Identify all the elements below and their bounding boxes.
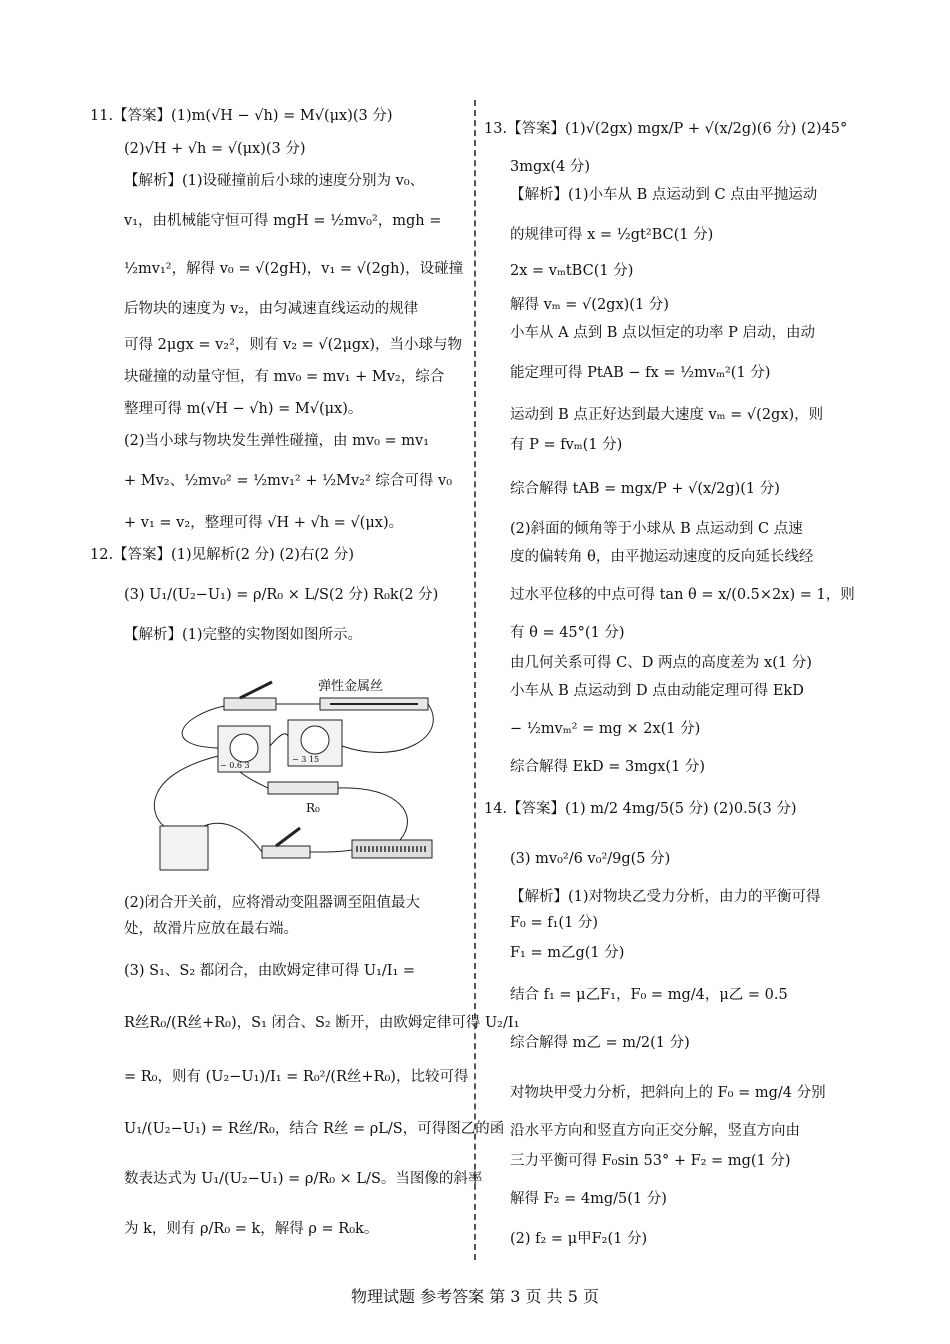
q14-line: 综合解得 m乙 = m/2(1 分) xyxy=(510,1035,690,1051)
q11-line: v₁，由机械能守恒可得 mgH = ½mv₀²，mgh = xyxy=(124,213,442,229)
q13-line: 能定理可得 PtAB − fx = ½mvₘ²(1 分) xyxy=(510,365,771,381)
q13-line: 有 θ = 45°(1 分) xyxy=(510,625,625,641)
q14-line: 对物块甲受力分析，把斜向上的 F₀ = mg/4 分别 xyxy=(510,1085,826,1101)
q13-line: 小车从 B 点运动到 D 点由动能定理可得 EkD xyxy=(510,683,804,699)
wire-label: 弹性金属丝 xyxy=(318,679,384,694)
q13-line: 3mgx(4 分) xyxy=(510,159,591,175)
q11-line: 【解析】(1)设碰撞前后小球的速度分别为 v₀、 xyxy=(124,173,425,189)
q12-line: 数表达式为 U₁/(U₂−U₁) = ρ/R₀ × L/S。当图像的斜率 xyxy=(124,1171,483,1187)
q12-line: U₁/(U₂−U₁) = R丝/R₀，结合 R丝 = ρL/S，可得图乙的函 xyxy=(124,1121,505,1137)
q13-line: 有 P = fvₘ(1 分) xyxy=(510,437,623,453)
q13-line: 2x = vₘtBC(1 分) xyxy=(510,263,634,279)
wire xyxy=(342,704,433,752)
q13-line: 过水平位移的中点可得 tan θ = x/(0.5×2x) = 1，则 xyxy=(510,587,855,603)
q13-line: 综合解得 tAB = mgx/P + √(x/2g)(1 分) xyxy=(510,481,780,497)
switch-s1 xyxy=(224,698,276,710)
q11-line: (2)√H + √h = √(μx)(3 分) xyxy=(124,141,306,157)
q13-line: 由几何关系可得 C、D 两点的高度差为 x(1 分) xyxy=(510,655,812,671)
q12-line: 【解析】(1)完整的实物图如图所示。 xyxy=(124,627,363,643)
q11-line: (2)当小球与物块发生弹性碰撞，由 mv₀ = mv₁ xyxy=(124,433,430,449)
q13-line: 综合解得 EkD = 3mgx(1 分) xyxy=(510,759,706,775)
q11-line: + v₁ = v₂，整理可得 √H + √h = √(μx)。 xyxy=(124,515,404,531)
q14-line: 【解析】(1)对物块乙受力分析，由力的平衡可得 xyxy=(510,889,821,905)
voltmeter-scale: − 3 15 xyxy=(292,755,320,764)
q12-line: 12.【答案】(1)见解析(2 分) (2)右(2 分) xyxy=(90,547,355,563)
q13-line: − ½mvₘ² = mg × 2x(1 分) xyxy=(510,721,701,737)
wire xyxy=(240,772,268,788)
wire xyxy=(154,756,218,826)
q11-line: 11.【答案】(1)m(√H − √h) = M√(μx)(3 分) xyxy=(90,108,393,124)
q13-line: 解得 vₘ = √(2gx)(1 分) xyxy=(510,297,669,313)
r0-label: R₀ xyxy=(306,801,320,815)
q12-line: 处，故滑片应放在最右端。 xyxy=(124,921,298,937)
ammeter-dial xyxy=(230,734,258,762)
q14-line: (2) f₂ = μ甲F₂(1 分) xyxy=(510,1231,648,1247)
q13-line: 度的偏转角 θ，由平抛运动速度的反向延长线经 xyxy=(510,549,814,565)
q11-line: 后物块的速度为 v₂，由匀减速直线运动的规律 xyxy=(124,301,419,317)
ammeter-scale: − 0.6 3 xyxy=(220,761,250,770)
q13-line: 运动到 B 点正好达到最大速度 vₘ = √(2gx)，则 xyxy=(510,407,824,423)
q13-line: 13.【答案】(1)√(2gx) mgx/P + √(x/2g)(6 分) (2)45° xyxy=(484,121,848,137)
q13-line: 的规律可得 x = ½gt²BC(1 分) xyxy=(510,227,714,243)
q14-line: 解得 F₂ = 4mg/5(1 分) xyxy=(510,1191,667,1207)
q14-line: 结合 f₁ = μ乙F₁，F₀ = mg/4，μ乙 = 0.5 xyxy=(510,987,788,1003)
q14-line: F₀ = f₁(1 分) xyxy=(510,915,599,931)
wire xyxy=(310,850,352,852)
q14-line: 三力平衡可得 F₀sin 53° + F₂ = mg(1 分) xyxy=(510,1153,791,1169)
resistor-r0 xyxy=(268,782,338,794)
q12-line: = R₀，则有 (U₂−U₁)/I₁ = R₀²/(R丝+R₀)，比较可得 xyxy=(124,1069,469,1085)
q11-line: ½mv₁²，解得 v₀ = √(2gH)，v₁ = √(2gh)，设碰撞 xyxy=(124,261,464,277)
q12-line: R丝R₀/(R丝+R₀)，S₁ 闭合、S₂ 断开，由欧姆定律可得 U₂/I₁ xyxy=(124,1015,520,1031)
q12-line: (3) S₁、S₂ 都闭合，由欧姆定律可得 U₁/I₁ = xyxy=(124,963,416,979)
q11-line: 整理可得 m(√H − √h) = M√(μx)。 xyxy=(124,401,363,417)
q12-line: (3) U₁/(U₂−U₁) = ρ/R₀ × L/S(2 分) R₀k(2 分) xyxy=(124,587,439,603)
wire xyxy=(204,823,262,852)
q11-line: + Mv₂、½mv₀² = ½mv₁² + ½Mv₂² 综合可得 v₀ xyxy=(124,473,453,489)
battery xyxy=(160,826,208,870)
q12-line: 为 k，则有 ρ/R₀ = k，解得 ρ = R₀k。 xyxy=(124,1221,379,1237)
page-footer: 物理试题 参考答案 第 3 页 共 5 页 xyxy=(351,1287,599,1306)
wire xyxy=(270,734,288,746)
q14-line: (3) mv₀²/6 v₀²/9g(5 分) xyxy=(510,851,671,867)
q13-line: 小车从 A 点到 B 点以恒定的功率 P 启动，由动 xyxy=(510,325,816,341)
q11-line: 可得 2μgx = v₂²，则有 v₂ = √(2μgx)，当小球与物 xyxy=(124,337,463,353)
q14-line: 沿水平方向和竖直方向正交分解，竖直方向由 xyxy=(510,1123,800,1139)
switch-lever xyxy=(276,828,300,846)
q13-line: (2)斜面的倾角等于小球从 B 点运动到 C 点速 xyxy=(510,521,803,537)
q14-line: F₁ = m乙g(1 分) xyxy=(510,945,625,961)
switch-lever xyxy=(240,682,272,698)
column-divider xyxy=(474,100,476,1260)
switch-s2 xyxy=(262,846,310,858)
circuit-diagram xyxy=(100,676,460,876)
q11-line: 块碰撞的动量守恒，有 mv₀ = mv₁ + Mv₂，综合 xyxy=(124,369,445,385)
wire xyxy=(338,788,407,840)
q13-line: 【解析】(1)小车从 B 点运动到 C 点由平抛运动 xyxy=(510,187,818,203)
voltmeter-dial xyxy=(301,726,329,754)
q12-line: (2)闭合开关前，应将滑动变阻器调至阻值最大 xyxy=(124,895,421,911)
q14-line: 14.【答案】(1) m/2 4mg/5(5 分) (2)0.5(3 分) xyxy=(484,801,797,817)
